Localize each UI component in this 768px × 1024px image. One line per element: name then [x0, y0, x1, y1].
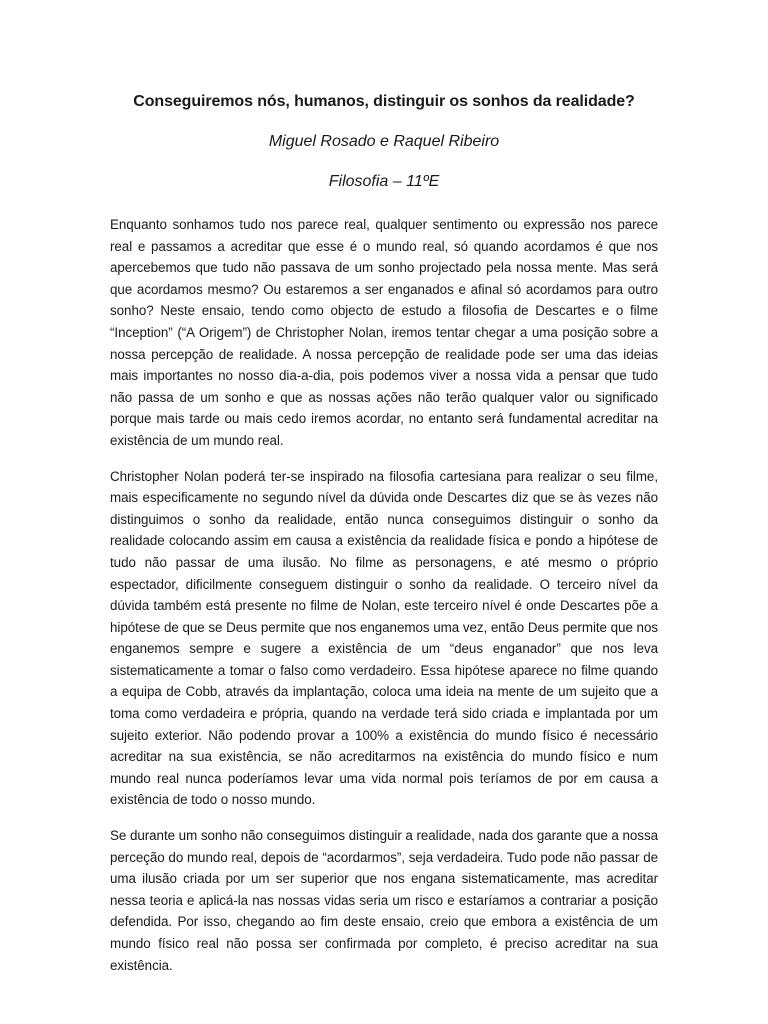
paragraph-3: Se durante um sonho não conseguimos distinguir a realidade, nada dos garante que a nossa perceção do mundo real, depois de “acordarmos”, seja verdadeira. Tudo pode não passar de uma ilusão criada por um ser superior que nos engana sistematicamente, mas acreditar nessa teoria e aplicá-la nas nossas vidas seria um risco e estaríamos a contrariar a posição defendida. Por isso, chegando ao fim deste ensaio, creio que embora a existência de um mundo físico real não possa ser confirmada por completo, é preciso acreditar na sua existência. [110, 828, 658, 973]
document-authors: Miguel Rosado e Raquel Ribeiro [268, 133, 500, 150]
paragraph-2: Christopher Nolan poderá ter-se inspirado na filosofia cartesiana para realizar o seu filme, mais especificamente no segundo nível da dúvida onde Descartes diz que se às vezes não distinguimos o sonho da realidade, então nunca conseguimos distinguir o sonho da realidade colocando assim em causa a existência da realidade física e pondo a hipótese de tudo não passar de uma ilusão. No filme as personagens, e até mesmo o próprio espectador, dificilmente conseguem distinguir o sonho da realidade. O terceiro nível da dúvida também está presente no filme de Nolan, este terceiro nível é onde Descartes põe a hipótese de que se Deus permite que nos enganemos uma vez, então Deus permite que nos enganemos sempre e sugere a existência de um “deus enganador” que nos leva sistematicamente a tomar o falso como verdadeiro. Essa hipótese aparece no filme quando a equipa de Cobb, através da implantação, coloca uma ideia na mente de um sujeito que a toma como verdadeira e própria, quando na verdade terá sido criada e implantada por um sujeito exterior. Não podendo provar a 100% a existência do mundo físico é necessário acreditar na sua existência, se não acreditarmos na existência do mundo físico e num mundo real nunca poderíamos levar uma vida normal pois teríamos de por em causa a existência de todo o nosso mundo. [110, 468, 658, 808]
paragraph-1: Enquanto sonhamos tudo nos parece real, qualquer sentimento ou expressão nos parece real e passamos a acreditar que esse é o mundo real, só quando acordamos é que nos apercebemos que tudo não passava de um sonho projectado pela nossa mente. Mas será que acordamos mesmo? Ou estaremos a ser enganados e afinal só acordamos para outro sonho? Neste ensaio, tendo como objecto de estudo a filosofia de Descartes e o filme “Inception” (“A Origem”) de Christopher Nolan, iremos tentar chegar a uma posição sobre a nossa percepção de realidade. A nossa percepção de realidade pode ser uma das ideias mais importantes no nosso dia-a-dia, pois podemos viver a nossa vida a pensar que tudo não passa de um sonho e que as nossas ações não terão qualquer valor ou significado porque mais tarde ou mais cedo iremos acordar, no entanto será fundamental acreditar na existência de um mundo real. [110, 217, 658, 448]
document-body [110, 214, 658, 976]
document-title: Conseguiremos nós, humanos, distinguir os sonhos da realidade? [133, 93, 635, 110]
document-page [110, 90, 658, 990]
document-class: Filosofia – 11ºE [328, 173, 440, 190]
